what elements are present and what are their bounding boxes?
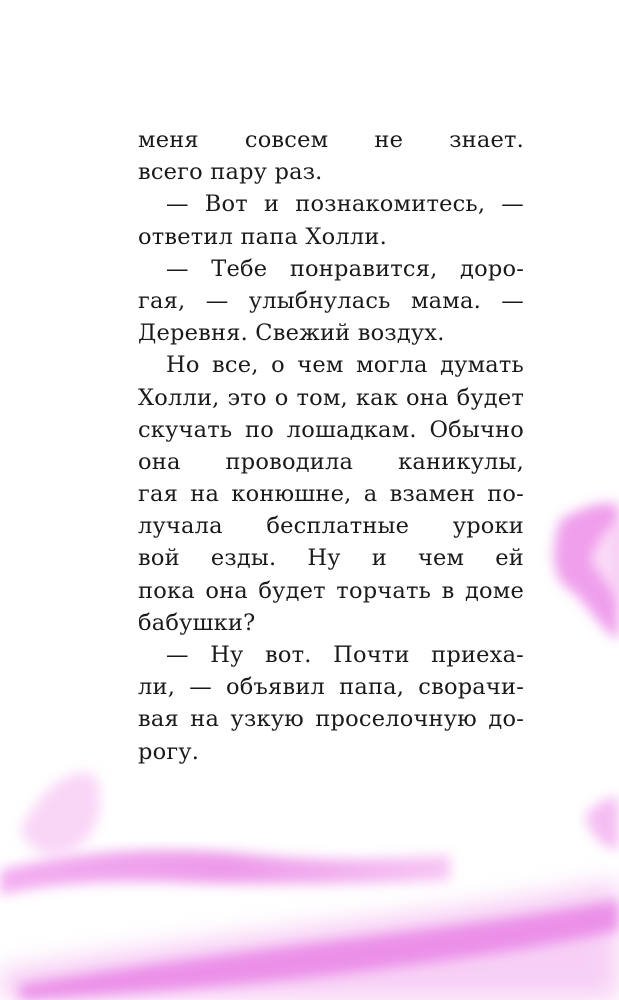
upper-wave [0, 850, 450, 895]
text-line: — Тебе понравится, доро- [166, 255, 524, 282]
text-line: лучала бесплатные уроки [138, 513, 524, 540]
right-lower-splash [585, 797, 619, 850]
text-line: вой езды. Ну и чем ей [138, 545, 524, 572]
text-line: Холли, это о том, как она будет [138, 384, 524, 411]
text-line: Но все, о чем могла думать [166, 352, 524, 379]
text-line: ли, — объявил папа, сворачи- [138, 674, 524, 701]
text-line: всего пару раз. [138, 159, 323, 186]
body-text [138, 124, 524, 768]
left-splash [20, 773, 100, 855]
text-line: гая, — улыбнулась мама. — [138, 287, 524, 314]
text-line: — Ну вот. Почти приеха- [166, 642, 524, 668]
text-line: Деревня. Свежий воздух. [138, 320, 445, 347]
right-splash [554, 503, 619, 640]
text-line: рогу. [138, 738, 200, 765]
text-line: меня совсем не знает. [138, 127, 524, 153]
text-line: гая на конюшне, а взамен по- [138, 481, 524, 508]
text-line: ответил папа Холли. [138, 223, 387, 250]
text-line: — Вот и познакомитесь, — [166, 191, 524, 218]
text-line: скучать по лошадкам. Обычно [138, 416, 524, 443]
text-line: бабушки? [138, 609, 256, 636]
text-line: пока она будет торчать в доме [138, 577, 524, 604]
text-line: она проводила каникулы, [138, 448, 524, 475]
text-line: вая на узкую проселочную до- [138, 706, 524, 733]
